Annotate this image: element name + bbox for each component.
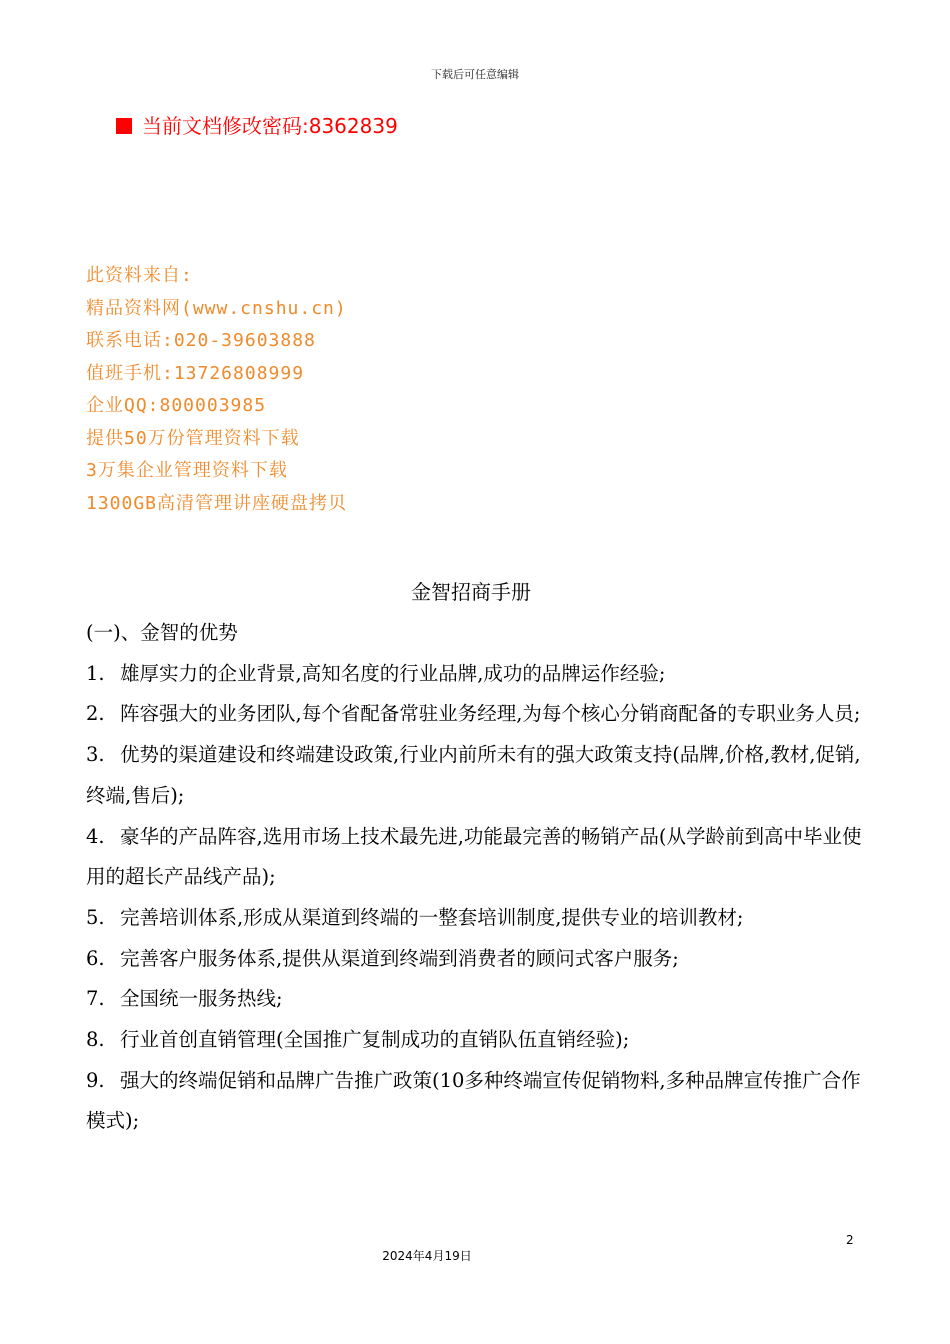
item-number: 2.	[86, 702, 105, 726]
source-line: 联系电话:020-39603888	[86, 330, 316, 351]
item-number: 4.	[86, 824, 105, 848]
item-text: 阵容强大的业务团队,每个省配备常驻业务经理,为每个核心分销商配备的专职业务人员;	[120, 702, 861, 726]
page-number: 2	[846, 1233, 854, 1247]
source-line: 值班手机:13726808999	[86, 362, 305, 384]
source-info-block	[86, 260, 347, 520]
header-note: 下载后可任意编辑	[431, 68, 519, 81]
source-line: 精品资料网(www.cnshu.cn)	[86, 297, 347, 319]
source-line: 此资料来自:	[86, 265, 193, 286]
item-text: 优势的渠道建设和终端建设政策,行业内前所未有的强大政策支持(品牌,价格,教材,促销,终端,售后);	[86, 743, 861, 807]
password-line	[116, 110, 398, 139]
list-item	[86, 979, 864, 1020]
item-number: 9.	[86, 1068, 105, 1092]
document-body	[86, 613, 864, 1142]
source-line: 提供50万份管理资料下载	[86, 427, 300, 449]
list-item	[86, 735, 864, 816]
item-text: 完善培训体系,形成从渠道到终端的一整套培训制度,提供专业的培训教材;	[120, 905, 744, 929]
source-line: 3万集企业管理资料下载	[86, 460, 288, 481]
item-text: 强大的终端促销和品牌广告推广政策(10多种终端宣传促销物料,多种品牌宣传推广合作模式);	[86, 1068, 861, 1133]
item-text: 豪华的产品阵容,选用市场上技术最先进,功能最完善的畅销产品(从学龄前到高中毕业使用的超长产品线产品);	[86, 824, 862, 889]
item-number: 8.	[86, 1028, 105, 1052]
password-text: 当前文档修改密码:8362839	[142, 114, 398, 138]
document-title: 金智招商手册	[411, 580, 531, 604]
footer-date: 2024年4月19日	[382, 1249, 472, 1263]
red-square-icon	[116, 118, 132, 134]
list-item	[86, 817, 864, 898]
section-heading: (一)、金智的优势	[86, 621, 238, 644]
list-item	[86, 1020, 864, 1061]
item-number: 5.	[86, 905, 105, 929]
item-number: 6.	[86, 946, 105, 970]
source-line: 1300GB高清管理讲座硬盘拷贝	[86, 492, 348, 514]
list-item	[86, 1061, 864, 1142]
item-text: 完善客户服务体系,提供从渠道到终端到消费者的顾问式客户服务;	[120, 946, 679, 970]
list-item	[86, 654, 864, 695]
list-item	[86, 694, 864, 735]
list-item	[86, 939, 864, 980]
item-text: 行业首创直销管理(全国推广复制成功的直销队伍直销经验);	[120, 1028, 630, 1052]
item-text: 全国统一服务热线;	[120, 987, 283, 1011]
item-text: 雄厚实力的企业背景,高知名度的行业品牌,成功的品牌运作经验;	[120, 661, 666, 685]
source-line: 企业QQ:800003985	[86, 395, 267, 416]
item-number: 1.	[86, 661, 105, 685]
item-number: 3.	[86, 743, 105, 767]
item-number: 7.	[86, 987, 105, 1011]
list-item	[86, 898, 864, 939]
